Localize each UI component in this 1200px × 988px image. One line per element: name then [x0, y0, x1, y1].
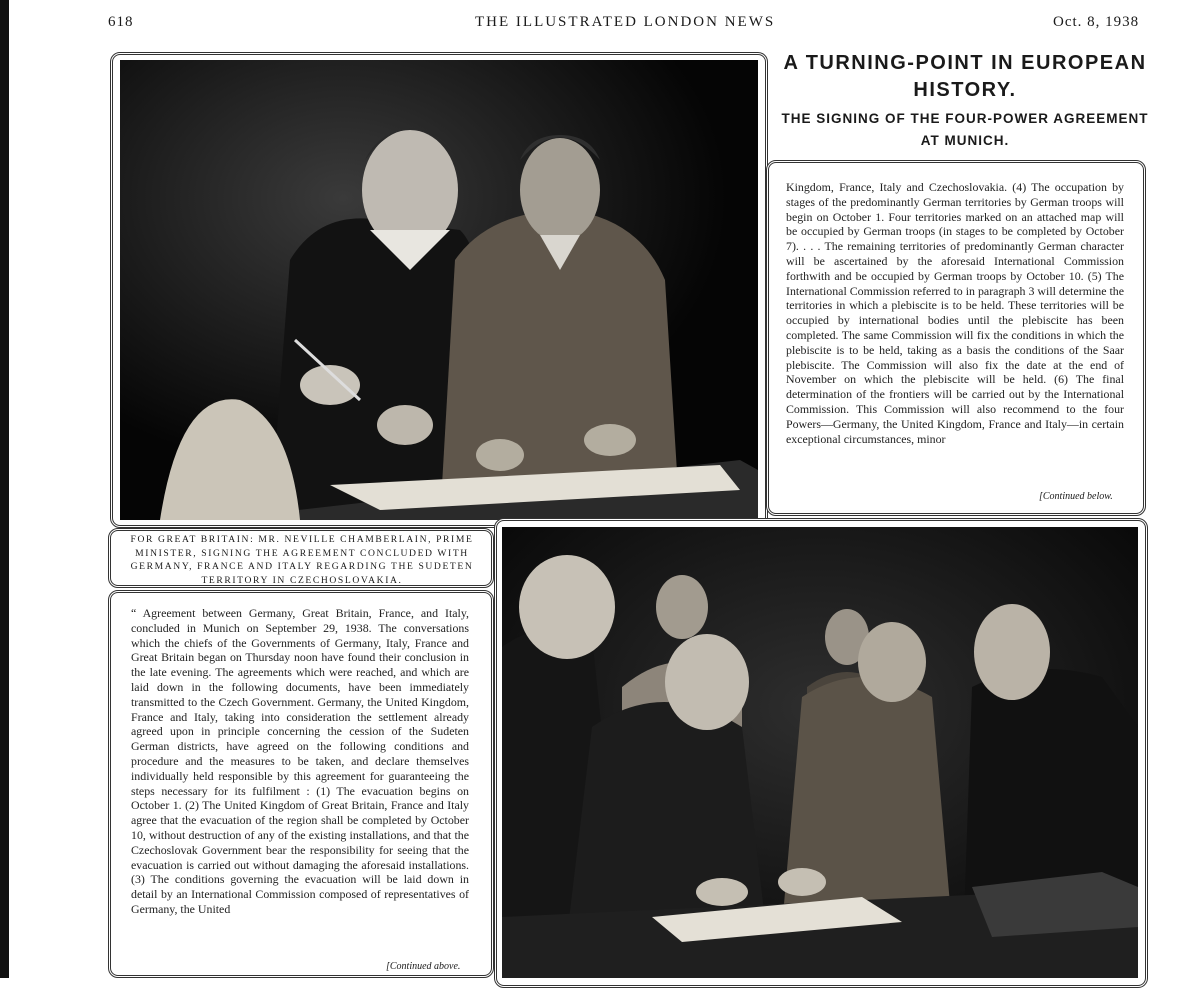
continued-above-note: [Continued above.	[386, 961, 461, 972]
page-binding-edge	[0, 0, 9, 978]
photo-caption: FOR GREAT BRITAIN: MR. NEVILLE CHAMBERLAIN, PRIME MINISTER, SIGNING THE AGREEMENT CONCLUDED WITH GERMANY, FRANCE AND ITALY REGARDING THE SUDETEN TERRITORY IN CZECHOSLOVAKIA.	[130, 534, 474, 586]
issue-date: Oct. 8, 1938	[1053, 14, 1140, 30]
page-number: 618	[108, 14, 134, 30]
photograph-icon	[502, 527, 1138, 978]
headline-subtitle: THE SIGNING OF THE FOUR-POWER AGREEMENT AT MUNICH.	[781, 111, 1149, 148]
agreement-text-right-column: Kingdom, France, Italy and Czechoslovakia. (4) The occupation by stages of the predominantly German territories by German troops will begin on October 1. Four territories marked on an attached map will be occupied by German troops (in stages to be completed by October 7). . . . The remaining territories of predominantly German character will be ascertained by the aforesaid International Commission forthwith and be occupied by German troops by October 10. (5) The International Commission referred to in paragraph 3 will determine the territories in which a plebiscite is to be held. These territories will be occupied by international bodies until the plebiscite has been completed. The same Commission will fix the conditions in which the plebiscite is to be held, taking as a basis the conditions of the Saar plebiscite. The Commission will also fix the date at the end of November on which the plebiscite will be held. (6) The final determination of the frontiers will be carried out by the International Commission. This Commission will also recommend to the four Powers—Germany, the United Kingdom, France and Italy—in certain exceptional circumstances, minor	[786, 180, 1124, 446]
four-power-signing-photo	[502, 527, 1138, 978]
chamberlain-signing-photo	[120, 60, 758, 520]
photograph-icon	[120, 60, 758, 520]
headline-title: A TURNING-POINT IN EUROPEAN HISTORY.	[783, 52, 1147, 101]
agreement-text-left-column: “ Agreement between Germany, Great Britain, France, and Italy, concluded in Munich on September 29, 1938. The conversations which the chiefs of the Governments of Germany, Italy, France and Great Britain began on Thursday noon have found their conclusion in the late evening. The agreements which were reached, and which are laid down in the following documents, have been immediately transmitted to the Czech Government. Germany, the United Kingdom, France and Italy, taking into consideration the settlement already agreed upon in principle concerning the cession of the Sudeten German districts, have agreed on the following conditions and procedure and the measures to be taken, and declare themselves individually held responsible by this agreement for guaranteeing the steps necessary for its fulfilment : (1) The evacuation begins on October 1. (2) The United Kingdom of Great Britain, France and Italy agree that the evacuation of the region shall be completed by October 10, without destruction of any of the existing installations, and that the Czechoslovak Government bear the responsibility for seeing that the evacuation is carried out without damaging the aforesaid installations. (3) The conditions governing the evacuation will be laid down in detail by an International Commission composed of representatives of Germany, the United	[131, 606, 469, 916]
continued-below-note: [Continued below.	[1039, 491, 1113, 502]
publication-title: THE ILLUSTRATED LONDON NEWS	[475, 14, 776, 30]
